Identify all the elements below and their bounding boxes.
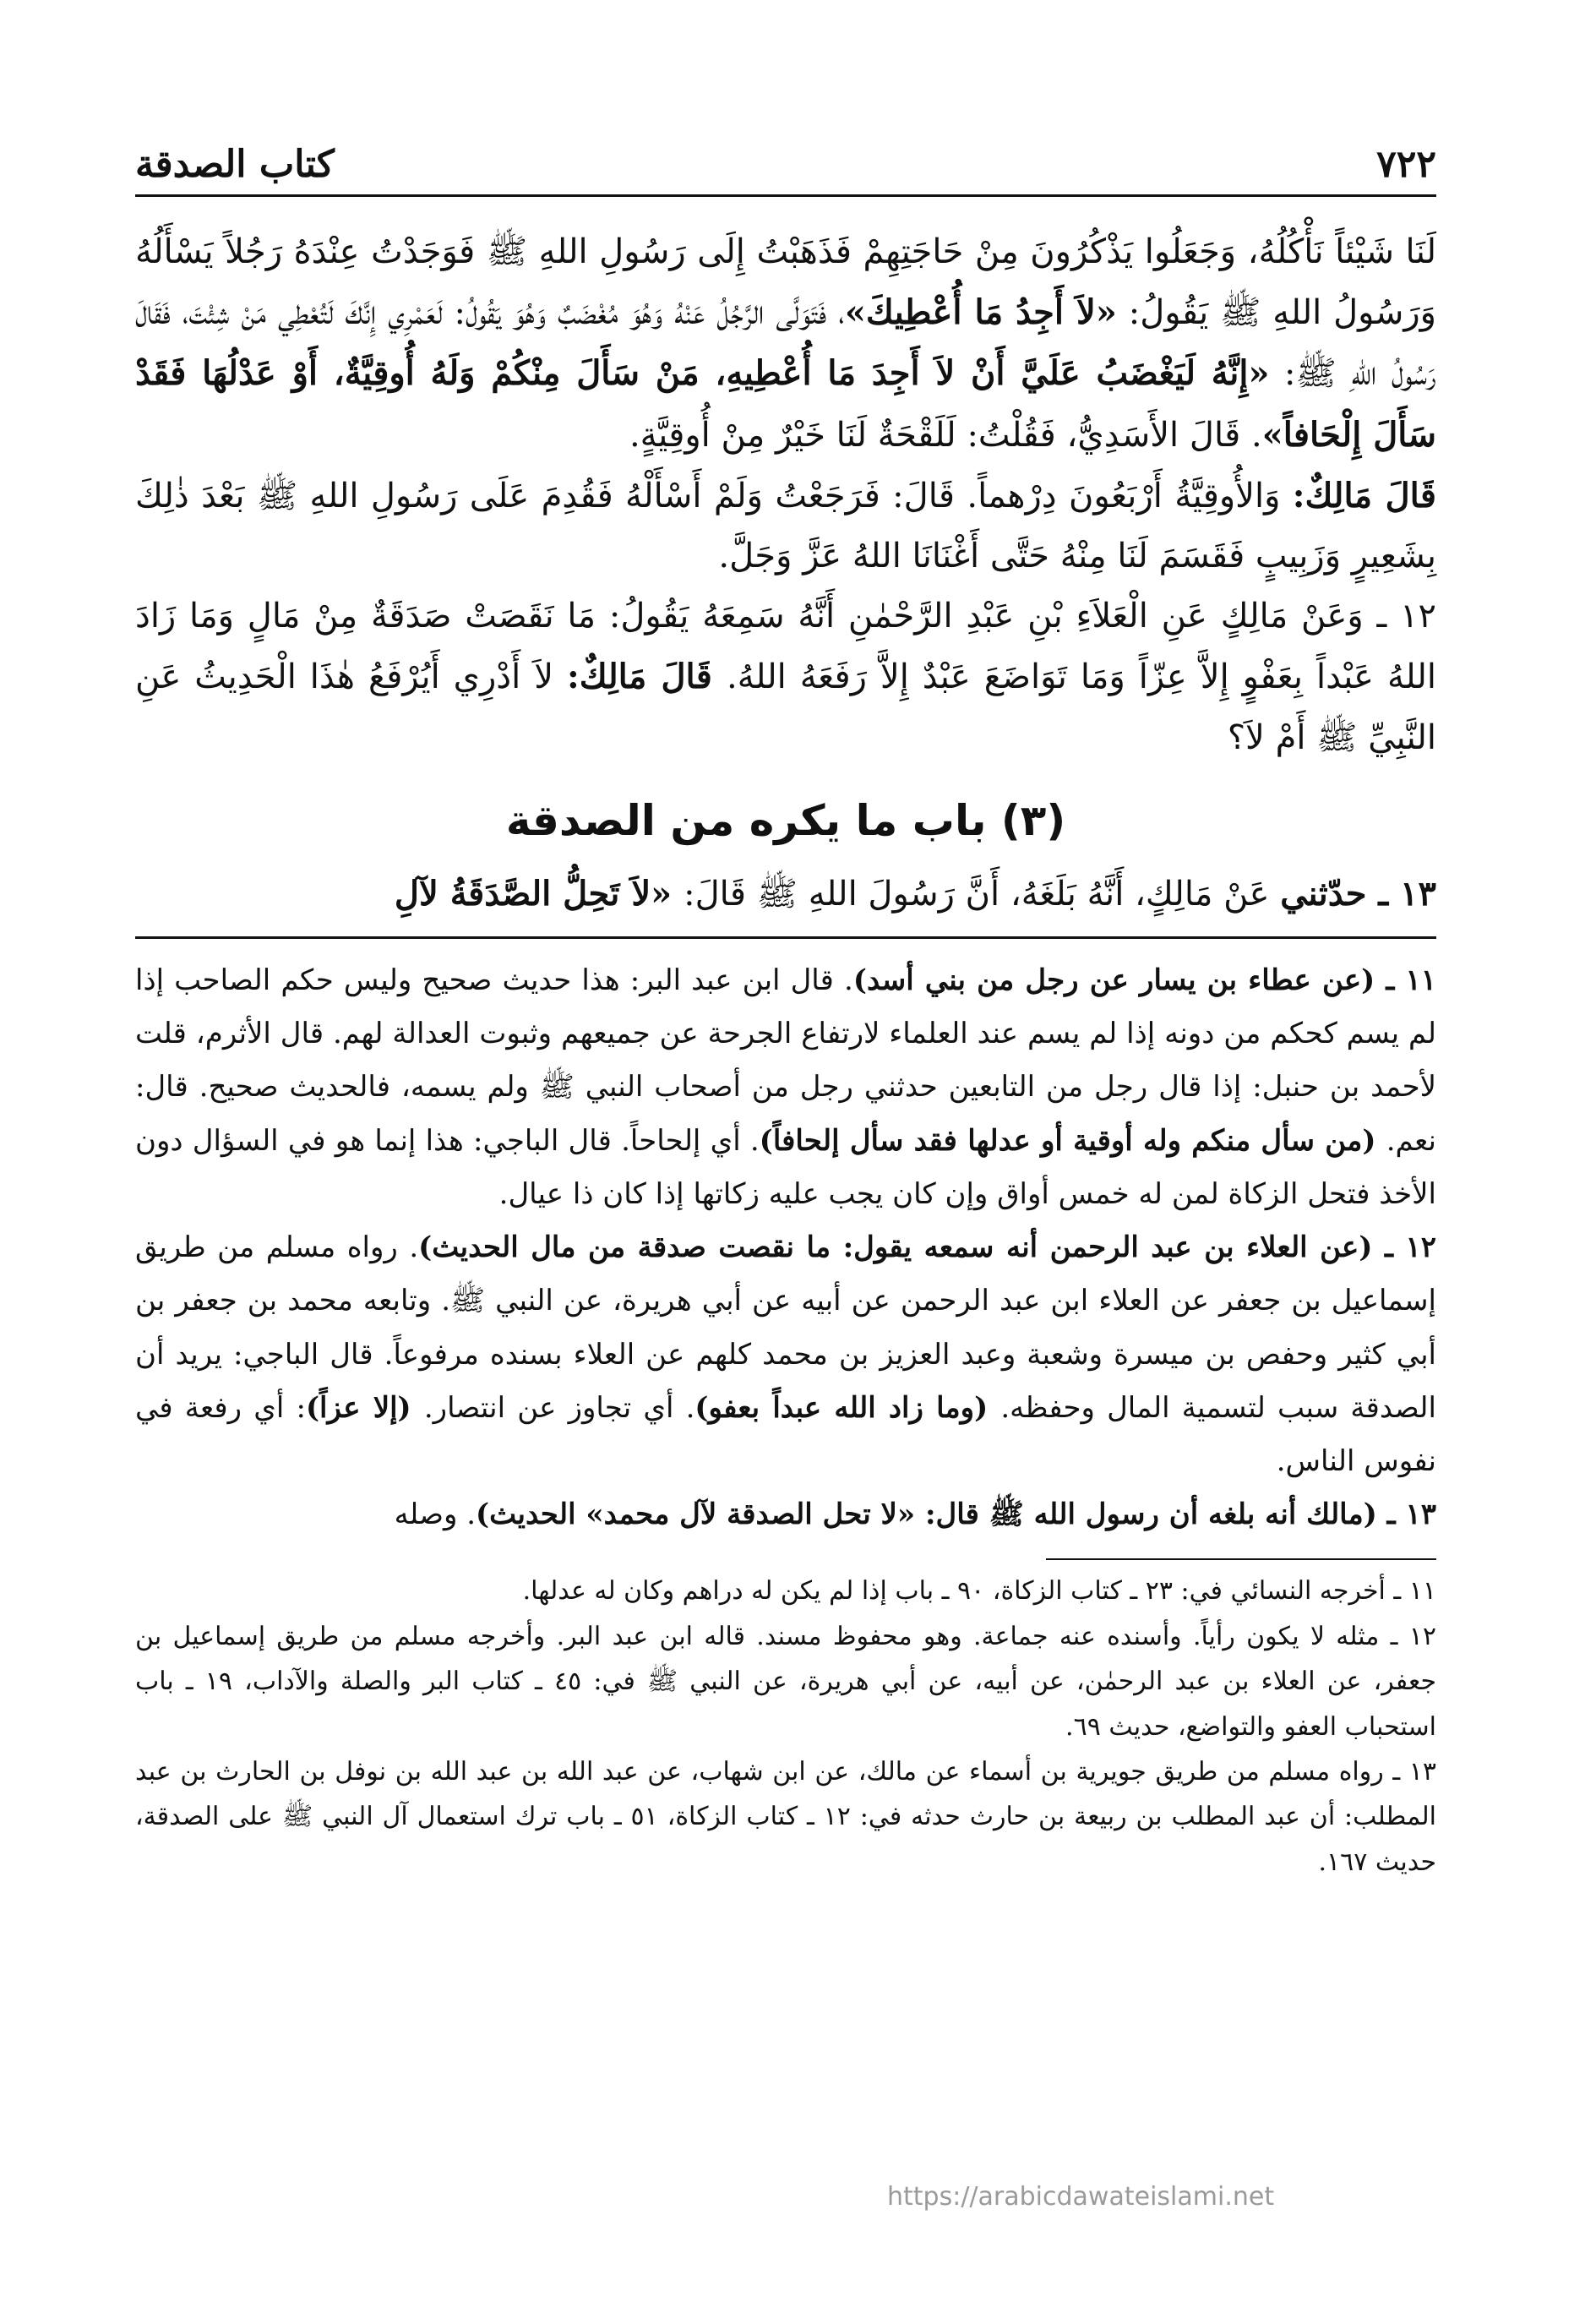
matn-text: ، فَتَوَلَّى الرَّجُلُ عَنْهُ وَهُوَ مُغْضَبٌ وَهُوَ يَقُولُ: لَعَمْرِي إِنَّكَ لَتُعْطِي مَنْ شِئْتَ، فَقَالَ رَسُولُ اللهِ ﷺ: xyxy=(135,293,1436,394)
commentary-paragraph-1 xyxy=(135,954,1436,1221)
prophet-quote: «لاَ أَجِدُ مَا أُعْطِيكَ» xyxy=(844,292,1117,333)
matn-text: . قَالَ الأَسَدِيُّ، فَقُلْتُ: لَلَقْحَةٌ لَنَا خَيْرٌ مِنْ أُوقِيَّةٍ. xyxy=(629,415,1262,455)
matn-paragraph-3 xyxy=(135,586,1436,768)
footnote-12: ١٢ ـ مثله لا يكون رأياً. وأسنده عنه جماعة. وهو محفوظ مسند. قاله ابن عبد البر. وأخرجه مسلم من طريق إسماعيل بن جعفر، عن العلاء بن عبد الرحمٰن، عن أبيه، عن أبي هريرة، عن النبي ﷺ في: ٤٥ ـ كتاب البر والصلة والآداب، ١٩ ـ باب استحباب العفو والتواضع، حديث ٦٩. xyxy=(135,1621,1436,1742)
hadith-text xyxy=(135,222,1436,925)
commentary-lead: ١٣ ـ (مالك أنه بلغه أن رسول الله ﷺ قال: «لا تحل الصدقة لآل محمد» الحديث) xyxy=(476,1498,1436,1532)
commentary-lead: ١١ ـ (عن عطاء بن يسار عن رجل من بني أسد) xyxy=(852,963,1437,997)
footnote-11: ١١ ـ أخرجه النسائي في: ٢٣ ـ كتاب الزكاة، ٩٠ ـ باب إذا لم يكن له دراهم وكان له عدلها. xyxy=(522,1576,1436,1607)
commentary-quote: (إلا عزاً) xyxy=(305,1390,424,1425)
commentary-paragraph-2 xyxy=(135,1221,1436,1488)
commentary-text: : أي رفعة في نفوس الناس. xyxy=(135,1390,1436,1478)
commentary-text: . أي تجاوز عن انتصار. xyxy=(423,1390,695,1425)
commentary-text: . وصله xyxy=(394,1498,477,1532)
footnotes xyxy=(135,1568,1436,1885)
commentary xyxy=(135,954,1436,1542)
matn-paragraph-2 xyxy=(135,466,1436,586)
commentary-divider xyxy=(135,936,1436,939)
book-title: كتاب الصدقة xyxy=(135,143,335,186)
prophet-quote: «إِنَّهُ لَيَغْضَبُ عَلَيَّ أَنْ لاَ أَجِدَ مَا أُعْطِيهِ، مَنْ سَأَلَ مِنْكُمْ وَلَهُ أُوقِيَّةٌ، أَوْ عَدْلُهَا فَقَدْ سَأَلَ إِلْحَافاً» xyxy=(135,353,1436,455)
commentary-lead: ١٢ ـ (عن العلاء بن عبد الرحمن أنه سمعه يقول: ما نقصت صدقة من مال الحديث) xyxy=(418,1230,1437,1265)
page-number: ٧٢٢ xyxy=(1376,143,1436,186)
prophet-quote: «لاَ تَحِلُّ الصَّدَقَةُ لآلِ xyxy=(394,873,684,914)
footnote-13: ١٣ ـ رواه مسلم من طريق جويرية بن أسماء عن مالك، عن ابن شهاب، عن عبد الله بن عبد الله بن نوفل بن الحارث بن عبد المطلب: أن عبد المطلب بن ربيعة بن حارث حدثه في: ١٢ ـ كتاب الزكاة، ٥١ ـ باب ترك استعمال آل النبي ﷺ على الصدقة، حديث ١٦٧. xyxy=(135,1757,1436,1877)
watermark-url: https://arabicdawateislami.net xyxy=(887,2182,1275,2212)
footnote-divider xyxy=(1046,1558,1436,1560)
book-page xyxy=(135,127,1436,2290)
narrator-lead: قَالَ مَالِكٌ: xyxy=(567,657,727,697)
matn-text: وَالأُوقِيَّةُ أَرْبَعُونَ دِرْهماً. قَالَ: فَرَجَعْتُ وَلَمْ أَسْأَلْهُ فَقُدِمَ عَلَى رَسُولِ اللهِ ﷺ بَعْدَ ذٰلِكَ بِشَعِيرٍ وَزَبِيبٍ فَقَسَمَ لَنَا مِنْهُ حَتَّى أَغْنَانَا اللهُ عَزَّ وَجَلَّ. xyxy=(135,476,1436,576)
commentary-quote: (من سأل منكم وله أوقية أو عدلها فقد سأل إلحافاً) xyxy=(759,1123,1386,1158)
page-header xyxy=(135,127,1436,197)
chapter-heading: (٣) باب ما يكره من الصدقة xyxy=(505,795,1066,845)
matn-text: لاَ أَدْرِي أَيُرْفَعُ هٰذَا الْحَدِيثُ عَنِ النَّبِيِّ ﷺ أَمْ لاَ؟ xyxy=(135,657,1436,757)
narrator-lead: ١٣ ـ حدّثني xyxy=(1280,873,1436,914)
matn-paragraph-4 xyxy=(135,864,1436,925)
narrator-lead: قَالَ مَالِكٌ: xyxy=(1292,475,1436,516)
commentary-text: . أي إلحاحاً. قال الباجي: هذا إنما هو في السؤال دون الأخذ فتحل الزكاة لمن له خمس أواق وإن كان يجب عليه زكاتها إذا كان ذا عيال. xyxy=(135,1123,1436,1211)
matn-text: لَنَا شَيْئاً نَأْكُلُهُ، وَجَعَلُوا يَذْكُرُونَ مِنْ حَاجَتِهِمْ فَذَهَبْتُ إِلَى رَسُولِ اللهِ ﷺ فَوَجَدْتُ عِنْدَهُ رَجُلاً يَسْأَلُهُ وَرَسُولُ اللهِ ﷺ يَقُولُ: xyxy=(135,232,1436,333)
matn-text: عَنْ مَالِكٍ، أَنَّهُ بَلَغَهُ، أَنَّ رَسُولَ اللهِ ﷺ قَالَ: xyxy=(684,874,1281,914)
commentary-paragraph-3 xyxy=(135,1488,1436,1541)
matn-paragraph-1 xyxy=(135,222,1436,466)
commentary-text: . رواه مسلم من طريق إسماعيل بن جعفر عن العلاء ابن عبد الرحمن عن أبيه عن أبي هريرة، عن النبي ﷺ. وتابعه محمد بن جعفر بن أبي كثير وحفص بن ميسرة وشعبة وعبد العزيز بن محمد كلهم عن العلاء بسنده مرفوعاً. قال الباجي: يريد أن الصدقة سبب لتسمية المال وحفظه. xyxy=(135,1230,1436,1425)
commentary-text: . قال ابن عبد البر: هذا حديث صحيح وليس حكم الصاحب إذا لم يسم كحكم من دونه إذا لم يسم عند العلماء لارتفاع الجرحة عن جميعهم وثبوت العدالة لهم. قال الأثرم، قلت لأحمد بن حنبل: إذا قال رجل من التابعين حدثني رجل من أصحاب النبي ﷺ ولم يسمه، فالحديث صحيح. قال: نعم. xyxy=(135,963,1437,1158)
commentary-quote: (وما زاد الله عبداً بعفو) xyxy=(694,1390,1001,1425)
matn-text: ١٢ ـ وَعَنْ مَالِكٍ عَنِ الْعَلاَءِ بْنِ عَبْدِ الرَّحْمٰنِ أَنَّهُ سَمِعَهُ يَقُولُ: مَا نَقَصَتْ صَدَقَةٌ مِنْ مَالٍ وَمَا زَادَ اللهُ عَبْداً بِعَفْوٍ إِلاَّ عِزّاً وَمَا تَوَاضَعَ عَبْدٌ إِلاَّ رَفَعَهُ اللهُ. xyxy=(135,597,1437,697)
